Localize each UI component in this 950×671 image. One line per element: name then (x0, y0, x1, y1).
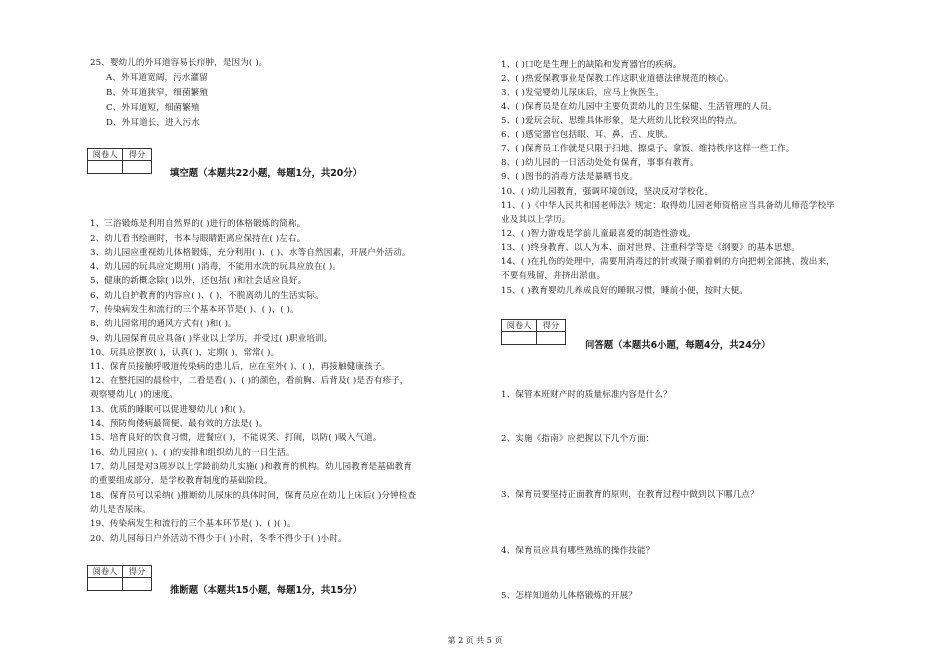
qa-item: 5、怎样知道幼儿体格锻炼的开展？ (501, 591, 637, 601)
fill-item: 5、健康的新概念除( )以外，还包括( )和社会适应良好。 (90, 276, 307, 286)
score-box-fill (87, 148, 152, 174)
fill-item: 9、幼儿园保育员应具备( )毕业以上学历，并受过( )职业培训。 (90, 334, 333, 344)
score-points-cell[interactable] (123, 578, 152, 591)
judge-item: 14、( )在扎伤的处理中，需要用消毒过的针或镊子顺着刺的方向把刺全部挑、拨出来， (501, 257, 835, 267)
qa-section-title: 问答题（本题共6小题，每题4分，共24分） (585, 340, 771, 351)
judge-item: 11、( )《中华人民共和国老师法》规定：取得幼儿园老师资格应当具备幼儿师范学校毕 (501, 201, 835, 211)
judge-item: 2、( )热爱保教事业是保教工作这职业道德法律规范的核心。 (501, 74, 734, 84)
question-25-option-c: C、外耳道短，细菌繁殖 (106, 103, 200, 113)
judge-item: 15、( )教育婴幼儿养成良好的睡眠习惯，睡前小便，按时大便。 (501, 286, 748, 296)
judge-item: 7、( )保育员工作就是只限于扫地、擦桌子、拿饭、维持秩序这样一些工作。 (501, 144, 795, 154)
score-points-label: 得分 (123, 149, 152, 161)
score-box-qa (501, 319, 566, 345)
fill-item: 16、幼儿园应( )、( )的安排和组织幼儿的一日生活。 (90, 448, 295, 458)
judge-section-title: 推断题（本题共15小题，每题1分，共15分） (170, 585, 362, 596)
score-grader-label: 阅卷人 (88, 566, 123, 578)
score-box-judge (87, 565, 152, 591)
score-grader-cell[interactable] (502, 332, 537, 345)
judge-item: 4、( )保育员是在幼儿园中主要负责幼儿的卫生保健、生活管理的人员。 (501, 102, 778, 112)
fill-item: 18、保育员可以采纳( )推断幼儿尿床的具体时间，保育员应在幼儿上床后( )分钟检查 (90, 491, 417, 501)
fill-item: 1、三浴锻炼是利用自然界的( )进行的体格锻炼的简称。 (90, 219, 306, 229)
fill-item: 14、预防佝偻病最简便、最有效的方法是( )。 (90, 419, 268, 429)
fill-section-title: 填空题（本题共22小题，每题1分，共20分） (170, 168, 362, 179)
judge-item: 3、( )发觉婴幼儿尿床后，应马上恢医生。 (501, 88, 665, 98)
question-25-stem: 25、婴幼儿的外耳道容易长疖肿，是因为( )。 (90, 58, 268, 68)
fill-item: 11、保育员接触呼吸道传染病的患儿后，应在室外( )、( )，再接触健康孩子。 (90, 362, 391, 372)
judge-item: 不要有残留，并挤出淤血。 (501, 271, 606, 281)
fill-item: 的重要组成部分，是学校教育制度的基础阶段。 (90, 476, 273, 486)
fill-item: 10、玩具应摆放( )，认真( )，定期( )，常常( )。 (90, 348, 280, 358)
qa-item: 3、保育员要坚持正面教育的原则，在教育过程中做到以下哪几点？ (501, 490, 759, 500)
fill-item: 6、幼儿自护教育的内容应( )、( )，不脱离幼儿的生活实际。 (90, 291, 324, 301)
page-footer: 第 2 页 共 5 页 (447, 636, 503, 645)
score-grader-cell[interactable] (88, 578, 123, 591)
qa-item: 2、实施《指南》应把握以下几个方面： (501, 434, 655, 444)
qa-item: 1、保管本班财产时的质量标准内容是什么？ (501, 390, 672, 400)
fill-item: 2、幼儿看书绘画时，书本与眼睛距离应保持在( )左右。 (90, 234, 306, 244)
score-grader-cell[interactable] (88, 161, 123, 174)
score-points-cell[interactable] (123, 161, 152, 174)
fill-item: 7、传染病发生和流行的三个基本环节是( )、( )、( )。 (90, 305, 299, 315)
fill-item: 15、培育良好的饮食习惯，进餐应( )，不能说笑、打闹，以防( )吸入气道。 (90, 433, 382, 443)
fill-item: 17、幼儿园是对3周岁以上学龄前幼儿实施( )和教育的机构。幼儿园教育是基础教育 (90, 462, 413, 472)
judge-item: 13、( )终身教育、以人为本、面对世界、注重科学等是《纲要》的基本思想。 (501, 243, 801, 253)
question-25-option-a: A、外耳道宽阔，污水灌留 (106, 73, 208, 83)
score-points-label: 得分 (123, 566, 152, 578)
judge-item: 1、( )口吃是生理上的缺陷和发育器官的疾病。 (501, 60, 682, 70)
judge-item: 6、( )感觉器官包括眼、耳、鼻、舌、皮肤。 (501, 130, 673, 140)
question-25-option-d: D、外耳道长，进入污水 (106, 118, 200, 128)
score-points-cell[interactable] (537, 332, 566, 345)
judge-item: 8、( )幼儿园的一日活动处处有保育，事事有教育。 (501, 158, 699, 168)
qa-item: 4、保育员应具有哪些熟练的操作技能？ (501, 546, 655, 556)
fill-item: 3、幼儿园应重视幼儿体格锻炼，充分利用( )、( )、水等自然因素，开展户外活动。 (90, 248, 411, 258)
fill-item: 20、幼儿园每日户外活动不得少于( )小时，冬季不得少于( )小时。 (90, 534, 347, 544)
judge-item: 9、( )图书的消毒方法是暴晒书皮。 (501, 172, 639, 182)
judge-item: 业及其以上学历。 (501, 215, 571, 225)
score-grader-label: 阅卷人 (502, 320, 537, 332)
fill-item: 12、在整托园的晨检中，二看是看( )、( )的颜色，看前胸、后背及( )是否有疹子， (90, 376, 409, 386)
fill-item: 19、传染病发生和流行的三个基本环节是( )、( )( )。 (90, 519, 296, 529)
fill-item: 幼儿是否尿床。 (90, 505, 151, 515)
fill-item: 13、优质的睡眠可以促进婴幼儿( )和( )。 (90, 405, 252, 415)
fill-item: 观察婴幼儿( )的速度。 (90, 390, 178, 400)
judge-item: 5、( )爱玩会玩、思维具体形象，是大班幼儿比较突出的特点。 (501, 116, 743, 126)
judge-item: 10、( )幼儿园教育，强调环境创设，坚决反对学校化。 (501, 187, 714, 197)
judge-item: 12、( )智力游戏是学前儿童最喜爱的制造性游戏。 (501, 229, 696, 239)
fill-item: 4、幼儿园的玩具应定期用( )消毒，不能用水洗的玩具应放在( )。 (90, 262, 342, 272)
score-grader-label: 阅卷人 (88, 149, 123, 161)
fill-item: 8、幼儿园常用的通风方式有( )和( )。 (90, 319, 237, 329)
question-25-option-b: B、外耳道狭窄，细菌繁殖 (106, 88, 209, 98)
score-points-label: 得分 (537, 320, 566, 332)
